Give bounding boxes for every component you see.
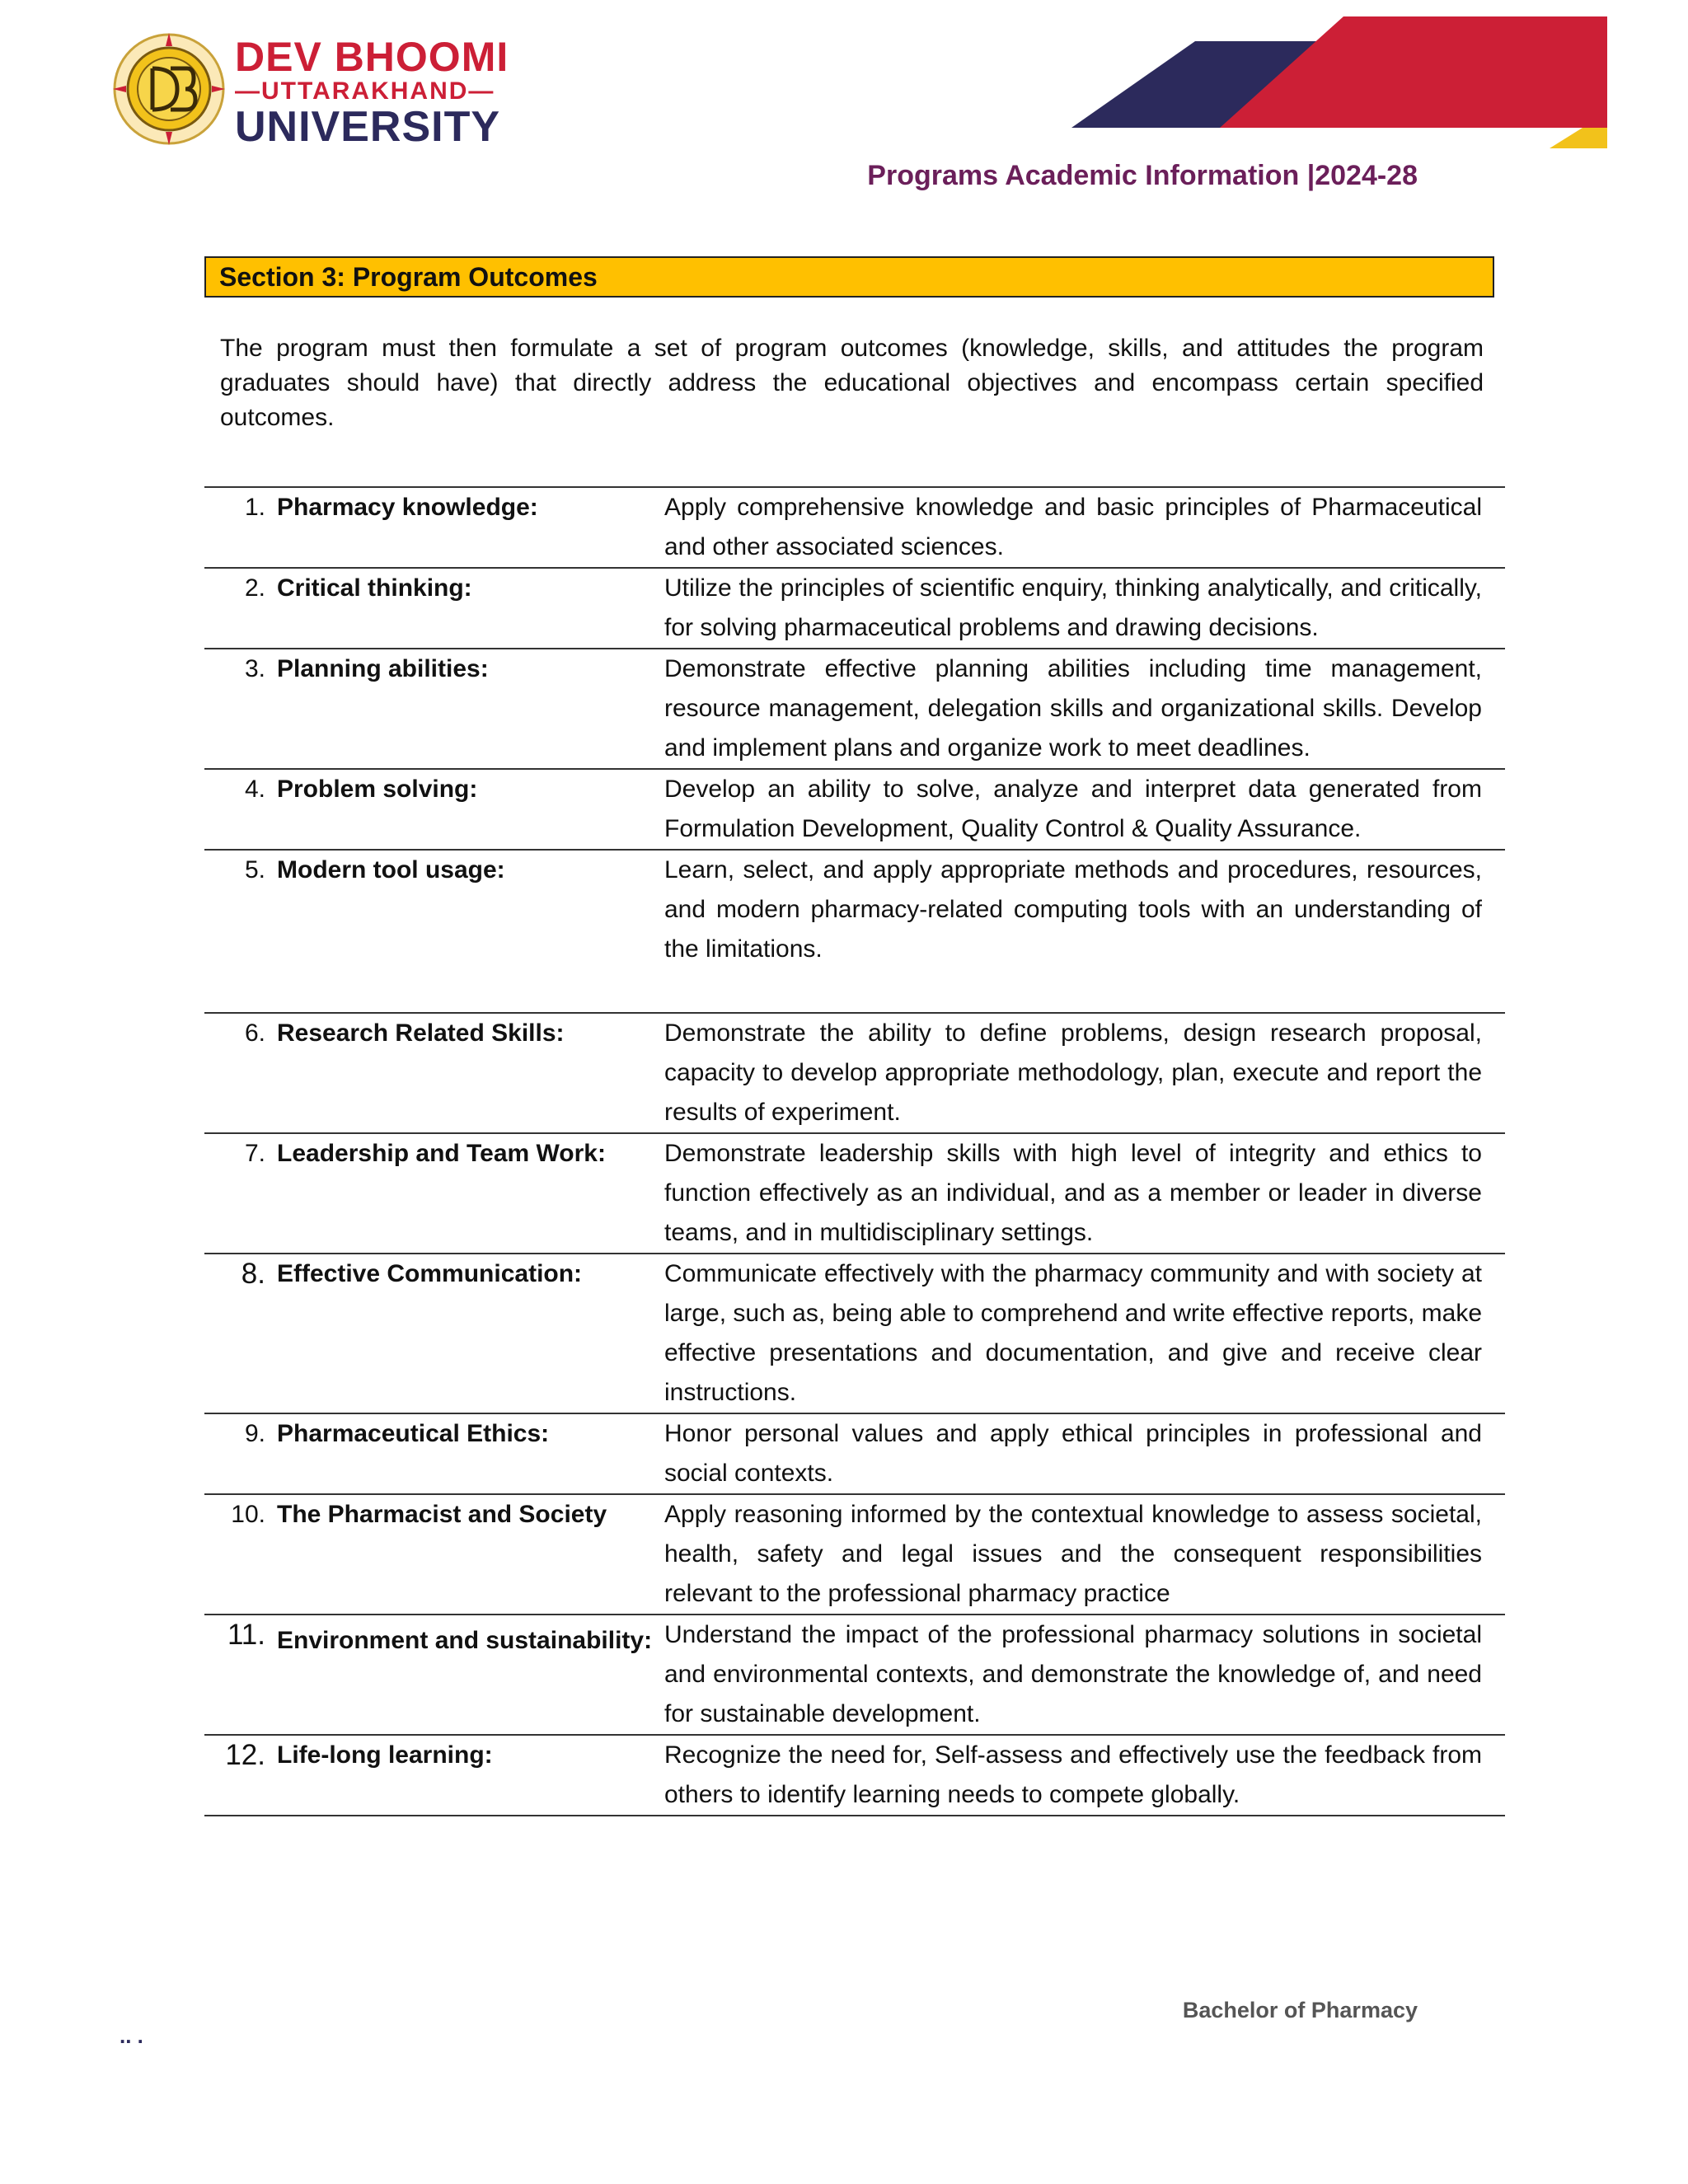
outcome-row (204, 1493, 1505, 1614)
outcome-row (204, 1614, 1505, 1734)
program-outcomes-table (204, 486, 1505, 1816)
outcome-number: 8. (241, 1258, 265, 1290)
outcome-row (204, 648, 1505, 768)
outcome-term: Research Related Skills: (277, 1019, 565, 1047)
header-banner-graphic (1071, 16, 1607, 152)
section-heading: Section 3: Program Outcomes (204, 256, 1494, 298)
outcome-number: 1. (244, 494, 265, 521)
outcome-term: Life-long learning: (277, 1741, 493, 1769)
outcome-number: 12. (225, 1739, 265, 1771)
outcome-number: 11. (227, 1619, 265, 1651)
outcome-row (204, 1734, 1505, 1816)
outcome-number: 3. (244, 655, 265, 682)
outcome-description: Apply reasoning informed by the contextual knowledge to assess societal, health, safety and legal issues and the consequent responsibilities relevant to the professional pharmacy practice (664, 1501, 1482, 1607)
outcome-row (204, 1012, 1505, 1132)
outcome-description: Demonstrate leadership skills with high level of integrity and ethics to function effectively as an individual, and as a member or leader in diverse teams, and in multidisciplinary settings. (664, 1140, 1482, 1246)
outcome-description: Demonstrate effective planning abilities including time management, resource management, delegation skills and organizational skills. Develop and implement plans and organize work to meet deadlines. (664, 655, 1482, 762)
outcome-term: Planning abilities: (277, 655, 489, 682)
outcome-term: Environment and sustainability: (277, 1627, 653, 1654)
outcome-row (204, 567, 1505, 648)
outcome-term: Leadership and Team Work: (277, 1140, 606, 1167)
page-header-title: Programs Academic Information |2024-28 (867, 160, 1418, 191)
outcome-description: Understand the impact of the professional pharmacy solutions in societal and environmental contexts, and demonstrate the knowledge of, and need for sustainable development. (664, 1621, 1482, 1727)
outcome-number: 2. (244, 574, 265, 602)
outcome-description: Recognize the need for, Self-assess and effectively use the feedback from others to identify learning needs to compete globally. (664, 1741, 1482, 1808)
outcome-row (204, 849, 1505, 1012)
outcome-number: 6. (244, 1019, 265, 1047)
outcome-description: Apply comprehensive knowledge and basic principles of Pharmaceutical and other associated sciences. (664, 494, 1482, 560)
outcome-number: 10. (231, 1501, 265, 1528)
footer-marks: .. . (120, 2023, 143, 2048)
outcome-term: Pharmacy knowledge: (277, 494, 538, 521)
logo-line-2: —UTTARAKHAND— (235, 77, 495, 105)
outcome-term: Modern tool usage: (277, 856, 505, 883)
footer-program-label: Bachelor of Pharmacy (1182, 1998, 1418, 2022)
outcome-row (204, 768, 1505, 849)
outcome-number: 5. (244, 856, 265, 883)
outcome-term: Effective Communication: (277, 1260, 583, 1287)
outcome-row (204, 1413, 1505, 1493)
logo-line-3: UNIVERSITY (235, 103, 501, 151)
section-intro: The program must then formulate a set of program outcomes (knowledge, skills, and attitudes the program graduates should have) that directly address the educational objectives and encompass certain specified outcomes. (220, 335, 1484, 431)
outcome-description: Utilize the principles of scientific enquiry, thinking analytically, and critically, for solving pharmaceutical problems and drawing decisions. (664, 574, 1482, 641)
outcome-term: Critical thinking: (277, 574, 472, 602)
outcome-description: Communicate effectively with the pharmacy community and with society at large, such as, being able to comprehend and write effective reports, make effective presentations and documentation, and give and receive clear instructions. (664, 1260, 1482, 1406)
university-logo (111, 31, 532, 151)
outcome-description: Demonstrate the ability to define problems, design research proposal, capacity to develop appropriate methodology, plan, execute and report the results of experiment. (664, 1019, 1482, 1126)
outcome-number: 9. (244, 1420, 265, 1447)
outcome-term: Problem solving: (277, 776, 478, 803)
outcome-row (204, 1253, 1505, 1413)
outcome-row (204, 1132, 1505, 1253)
outcome-number: 7. (244, 1140, 265, 1167)
outcome-term: The Pharmacist and Society (277, 1501, 607, 1528)
university-seal-icon (111, 31, 227, 147)
outcome-row (204, 486, 1505, 567)
logo-line-1: DEV BHOOMI (235, 34, 509, 80)
outcome-description: Develop an ability to solve, analyze and interpret data generated from Formulation Development, Quality Control & Quality Assurance. (664, 776, 1482, 842)
outcome-term: Pharmaceutical Ethics: (277, 1420, 550, 1447)
outcome-number: 4. (244, 776, 265, 803)
outcome-description: Honor personal values and apply ethical principles in professional and social contexts. (664, 1420, 1482, 1487)
outcome-description: Learn, select, and apply appropriate methods and procedures, resources, and modern pharmacy-related computing tools with an understanding of the limitations. (664, 856, 1482, 963)
